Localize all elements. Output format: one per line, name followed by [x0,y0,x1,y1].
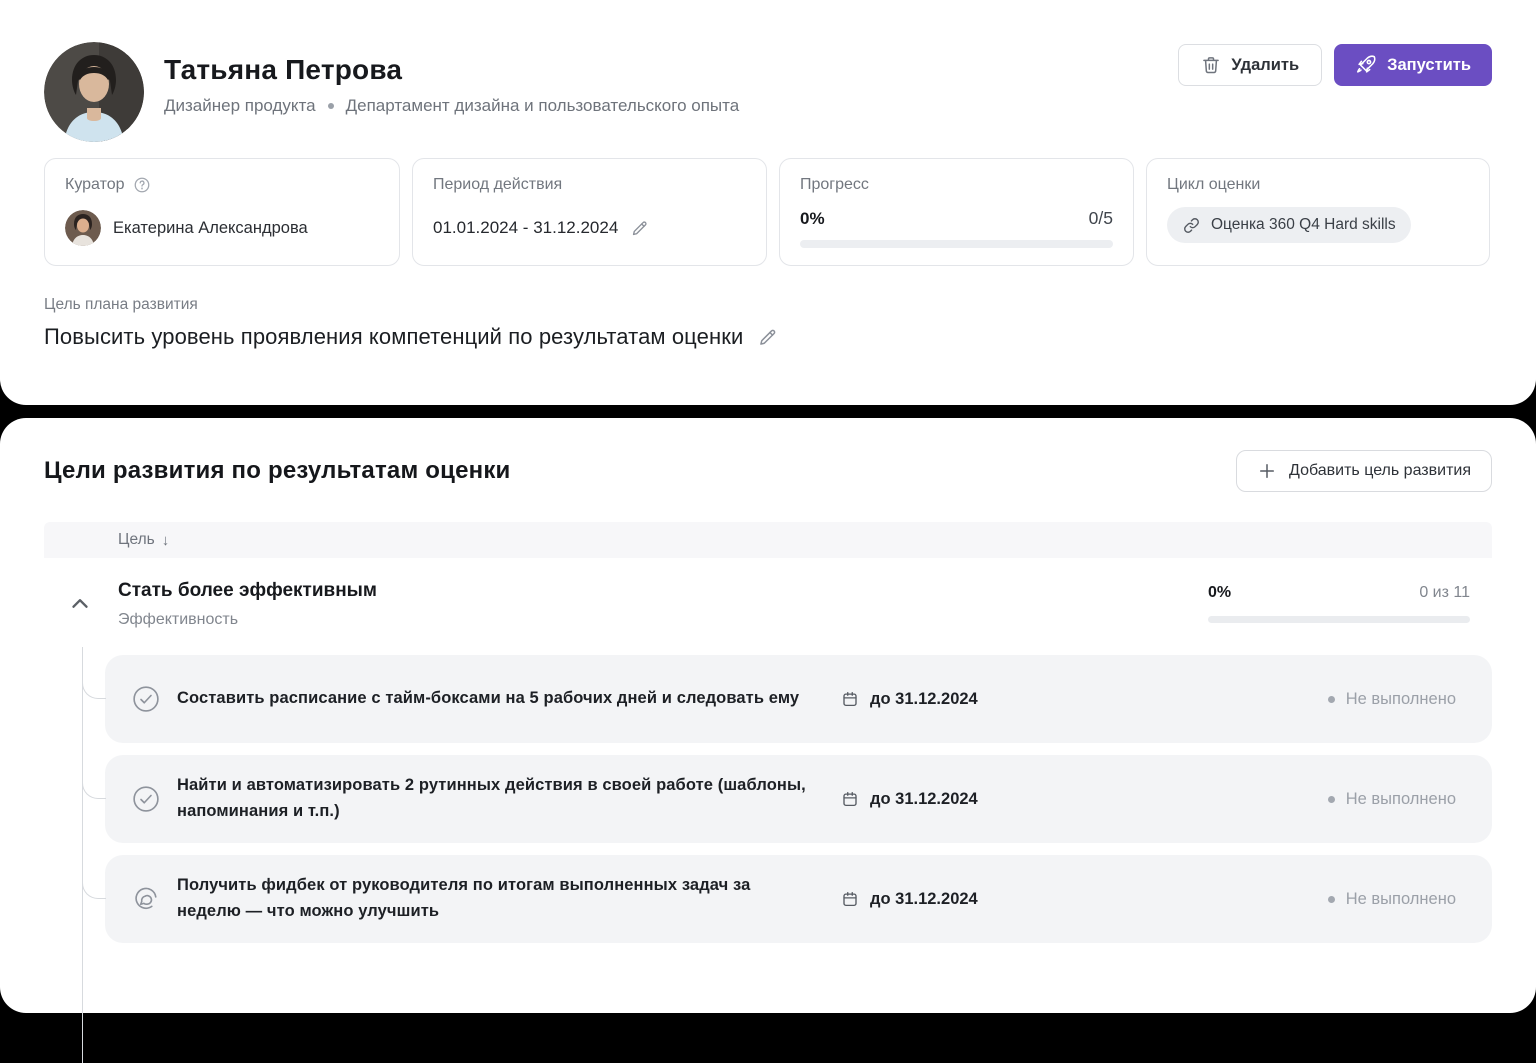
goal-group-title: Стать более эффективным [118,580,377,601]
goal-group-metrics [1208,580,1470,629]
progress-card [779,158,1134,266]
task-text: Получить фидбек от руководителя по итогам выполненных задач за неделю — что можно улучшить [177,876,751,920]
table-header [44,522,1492,558]
period-card [412,158,767,266]
task-text: Найти и автоматизировать 2 рутинных действия в своей работе (шаблоны, напоминания и т.п.) [177,776,806,820]
period-value: 01.01.2024 - 31.12.2024 [433,218,619,237]
tasks-container [44,655,1492,943]
task-row[interactable] [105,855,1492,943]
status-badge [1328,890,1456,909]
plan-goal-block [44,296,1492,350]
launch-button[interactable] [1334,44,1492,86]
period-label: Период действия [433,176,563,193]
trash-icon [1201,55,1221,75]
delete-button-label: Удалить [1231,55,1300,74]
tree-connector-line [82,647,83,1063]
progress-percent: 0% [800,209,825,228]
sort-desc-icon[interactable]: ↓ [161,531,170,549]
profile-subtitle [164,96,739,116]
profile-panel [0,0,1536,405]
avatar [44,42,144,142]
info-cards [44,158,1492,266]
plus-icon [1257,461,1277,481]
curator-card [44,158,400,266]
plan-goal-label: Цель плана развития [44,296,198,313]
help-icon[interactable] [133,176,151,194]
rocket-icon [1355,54,1377,76]
status-badge [1328,690,1456,709]
page-title: Татьяна Петрова [164,54,403,85]
task-due-date: до 31.12.2024 [870,689,978,708]
feedback-chat-icon [131,884,161,914]
tree-connector-elbow [82,769,106,799]
cycle-label: Цикл оценки [1167,176,1261,193]
task-text: Составить расписание с тайм-боксами на 5 рабочих дней и следовать ему [177,689,800,708]
column-header-goal[interactable]: Цель [118,531,155,548]
calendar-icon [841,890,859,908]
status-text: Не выполнено [1345,789,1456,808]
cycle-chip-label: Оценка 360 Q4 Hard skills [1211,216,1396,233]
curator-name: Екатерина Александрова [113,218,308,237]
cycle-chip[interactable] [1167,207,1411,243]
goals-panel [0,418,1536,1013]
check-circle-icon [131,784,161,814]
progress-count: 0/5 [1088,208,1113,228]
group-percent: 0% [1208,584,1232,601]
curator-value [65,210,379,246]
check-circle-icon [131,684,161,714]
task-row[interactable] [105,755,1492,843]
plan-goal-text: Повысить уровень проявления компетенций по результатам оценки [44,324,744,349]
task-due [841,690,1071,709]
task-due [841,890,1071,909]
calendar-icon [841,790,859,808]
calendar-icon [841,690,859,708]
cycle-card [1146,158,1490,266]
tree-connector-elbow [82,869,106,899]
dot-separator [328,103,334,109]
launch-button-label: Запустить [1387,55,1471,74]
task-due-date: до 31.12.2024 [870,789,978,808]
edit-period-icon[interactable] [630,219,649,238]
group-progress-bar [1208,616,1470,623]
add-goal-button-label: Добавить цель развития [1289,462,1471,479]
task-row[interactable] [105,655,1492,743]
header-actions [1178,42,1492,86]
status-badge [1328,790,1456,809]
tree-connector-elbow [82,669,106,699]
curator-label: Куратор [65,176,125,193]
progress-label: Прогресс [800,176,869,193]
group-count: 0 из 11 [1419,584,1470,601]
status-dot-icon [1328,696,1335,703]
collapse-button[interactable] [66,590,94,618]
curator-label-row [65,176,379,194]
task-due [841,790,1071,809]
panel-divider [0,405,1536,418]
profile-info [164,42,739,116]
link-icon [1182,216,1201,235]
goal-group-category: Эффективность [118,611,239,628]
profile-header [44,0,1492,142]
curator-avatar [65,210,101,246]
chevron-up-icon [67,591,93,617]
delete-button[interactable] [1178,44,1322,86]
profile-role: Дизайнер продукта [164,96,316,115]
profile-department: Департамент дизайна и пользовательского опыта [345,96,740,115]
edit-goal-icon[interactable] [757,327,778,348]
add-goal-button[interactable] [1236,450,1492,492]
status-text: Не выполнено [1345,689,1456,708]
progress-bar [800,240,1113,248]
task-due-date: до 31.12.2024 [870,889,978,908]
status-dot-icon [1328,896,1335,903]
status-dot-icon [1328,796,1335,803]
status-text: Не выполнено [1345,889,1456,908]
goal-group-row[interactable] [44,558,1492,655]
section-title: Цели развития по результатам оценки [44,457,511,484]
goal-group-info [118,580,377,629]
